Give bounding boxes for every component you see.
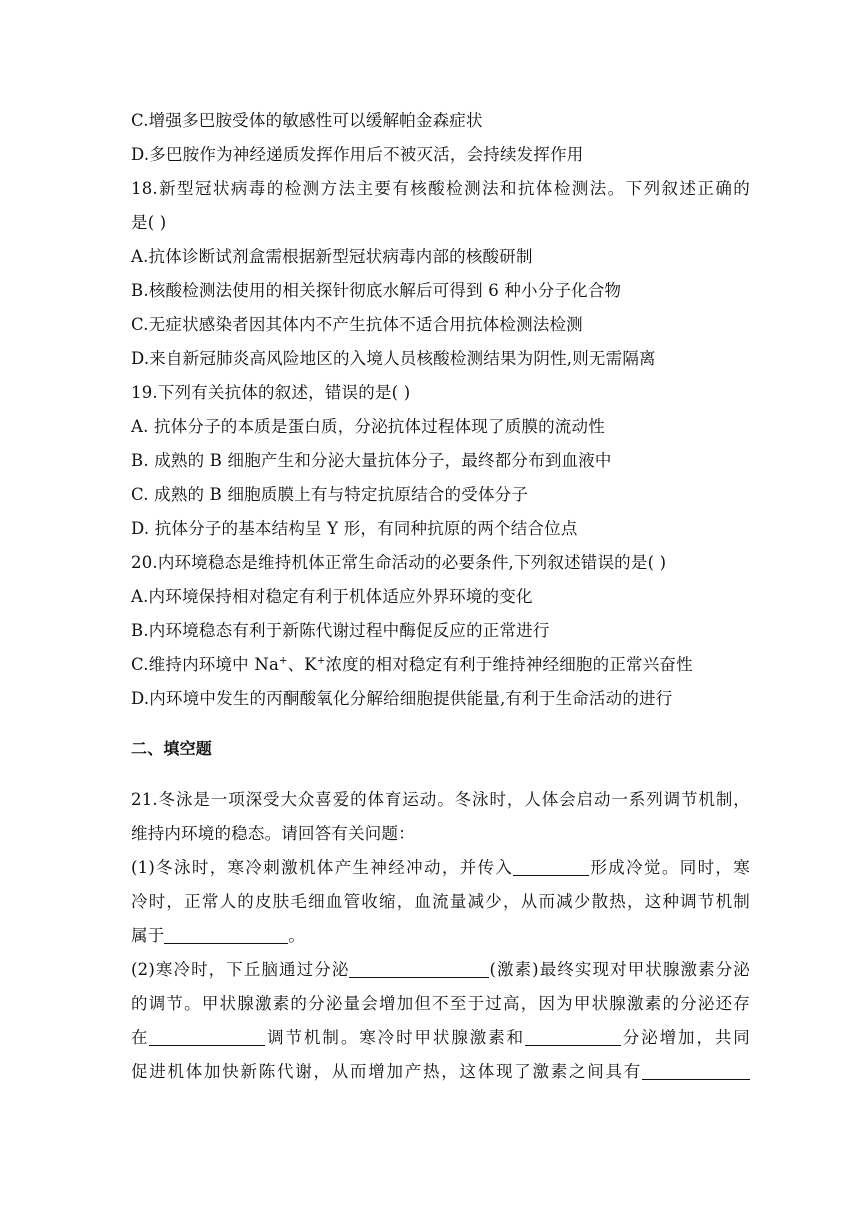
q19-option-c: C. 成熟的 B 细胞质膜上有与特定抗原结合的受体分子 — [131, 485, 529, 504]
q20c-text-post: 浓度的相对稳定有利于维持神经细胞的正常兴奋性 — [325, 655, 693, 674]
q20c-sup-k: + — [316, 655, 326, 667]
q18-option-d: D.来自新冠肺炎高风险地区的入境人员核酸检测结果为阴性,则无需隔离 — [131, 349, 656, 368]
q21-part2-line2: 的调节。甲状腺激素的分泌量会增加但不至于过高，因为甲状腺激素的分泌还存 — [131, 994, 750, 1013]
q21-part2-line4 — [131, 1060, 750, 1084]
q20-option-b: B.内环境稳态有利于新陈代谢过程中酶促反应的正常进行 — [131, 621, 550, 640]
q21-stem-line2: 维持内环境的稳态。请回答有关问题： — [131, 824, 415, 843]
q19-option-a: A. 抗体分子的本质是蛋白质，分泌抗体过程体现了质膜的流动性 — [131, 417, 605, 436]
q19-option-b: B. 成熟的 B 细胞产生和分泌大量抗体分子，最终都分布到血液中 — [131, 451, 612, 470]
q20c-text-mid: 、K — [287, 655, 317, 674]
answer-blank-1[interactable] — [513, 857, 589, 876]
q21-part1-line1 — [131, 856, 750, 880]
q19-stem: 19.下列有关抗体的叙述，错误的是( ) — [131, 383, 411, 402]
q21p1-text-shuyu: 属于 — [131, 926, 165, 945]
q18-option-b: B.核酸检测法使用的相关探针彻底水解后可得到 6 种小分子化合物 — [131, 281, 622, 300]
q21p2-text-post: 分泌增加，共同 — [621, 1028, 750, 1047]
q21-part2-line1 — [131, 958, 750, 982]
q21p1-text-post: 形成冷觉。同时，寒 — [589, 858, 750, 877]
q17-option-c: C.增强多巴胺受体的敏感性可以缓解帕金森症状 — [131, 111, 483, 130]
q21-part1-line2: 冷时，正常人的皮肤毛细血管收缩，血流量减少，从而减少散热，这种调节机制 — [131, 892, 750, 911]
q18-option-c: C.无症状感染者因其体内不产生抗体不适合用抗体检测法检测 — [131, 315, 583, 334]
q21p2-text-pre: (2)寒冷时，下丘脑通过分泌 — [131, 960, 350, 979]
q21p2-text-line4: 促进机体加快新陈代谢，从而增加产热，这体现了激素之间具有 — [131, 1062, 642, 1081]
q18-stem-line2: 是( ) — [131, 213, 167, 232]
q18-option-a: A.抗体诊断试剂盒需根据新型冠状病毒内部的核酸研制 — [131, 247, 533, 266]
q19-option-d: D. 抗体分子的基本结构呈 Y 形，有同种抗原的两个结合位点 — [131, 519, 578, 538]
q21p1-text-pre: (1)冬泳时，寒冷刺激机体产生神经冲动，并传入 — [131, 858, 514, 877]
q20c-sup-na: + — [279, 655, 288, 667]
answer-blank-4[interactable] — [149, 1027, 265, 1046]
q17-option-d: D.多巴胺作为神经递质发挥作用后不被灭活，会持续发挥作用 — [131, 145, 584, 164]
q18-stem-line1: 18.新型冠状病毒的检测方法主要有核酸检测法和抗体检测法。下列叙述正确的 — [131, 179, 750, 198]
q20-option-c — [131, 653, 750, 677]
q20-option-a: A.内环境保持相对稳定有利于机体适应外界环境的变化 — [131, 587, 533, 606]
q21p1-text-end: 。 — [288, 926, 306, 945]
q20c-text-pre: C.维持内环境中 Na — [131, 655, 280, 674]
answer-blank-3[interactable] — [349, 959, 489, 978]
q21-part1-line3 — [131, 924, 750, 948]
q20-option-d: D.内环境中发生的丙酮酸氧化分解给细胞提供能量,有利于生命活动的进行 — [131, 689, 673, 708]
q21p2-text-zai: 在 — [131, 1028, 150, 1047]
answer-blank-5[interactable] — [525, 1027, 621, 1046]
answer-blank-2[interactable] — [164, 925, 288, 944]
q21p2-text-post: (激素)最终实现对甲状腺激素分泌 — [489, 960, 750, 979]
q21-part2-line3 — [131, 1026, 750, 1050]
section-heading: 二、填空题 — [131, 739, 213, 758]
q20-stem: 20.内环境稳态是维持机体正常生命活动的必要条件,下列叙述错误的是( ) — [131, 553, 667, 572]
q21p2-text-mid: 调节机制。寒冷时甲状腺激素和 — [265, 1028, 526, 1047]
answer-blank-6[interactable] — [642, 1061, 750, 1080]
q21-stem-line1: 21.冬泳是一项深受大众喜爱的体育运动。冬泳时，人体会启动一系列调节机制， — [131, 790, 750, 809]
